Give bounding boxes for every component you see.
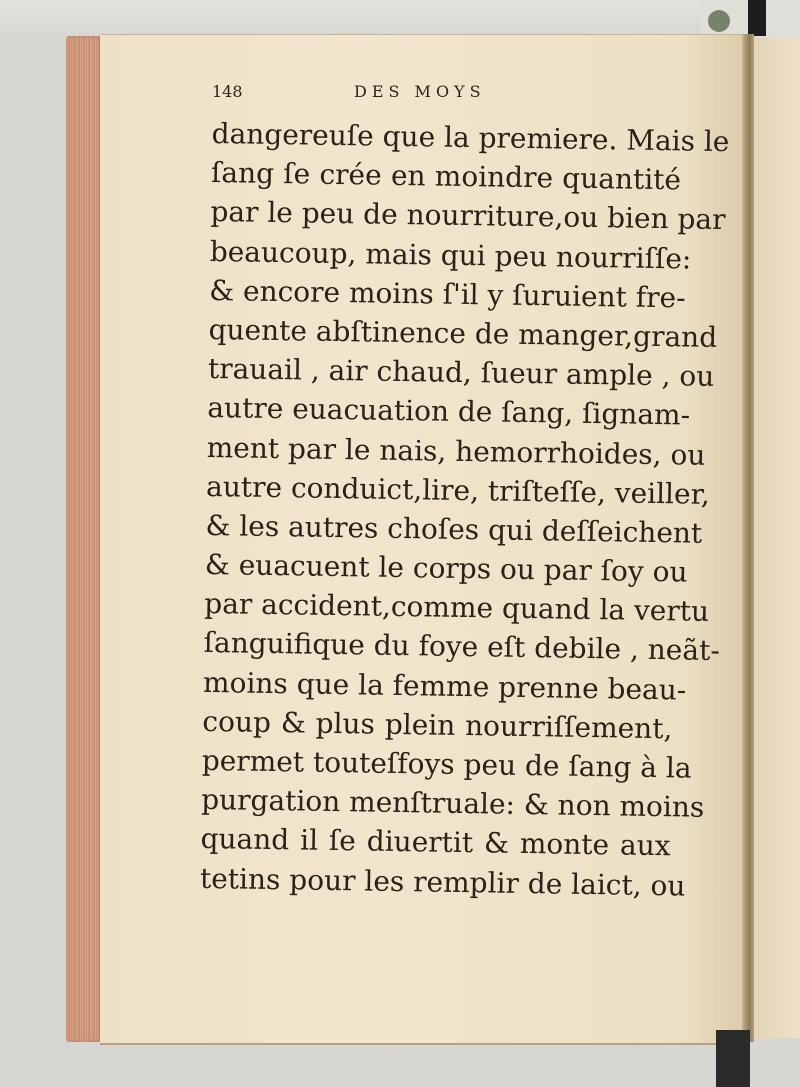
book xyxy=(66,34,800,1044)
text-line: permet touteſfoys peu de ſang à la xyxy=(201,743,692,785)
text-line: tetins pour les remplir de laict, ou xyxy=(199,861,686,903)
body-text xyxy=(199,114,730,905)
text-line: coup & plus plein nourriſſement, xyxy=(202,704,673,746)
text-line: dangereuſe que la premiere. Mais le xyxy=(211,116,730,159)
text-line: purgation menſtruale: & non moins xyxy=(200,783,705,825)
scan-border-bottom xyxy=(716,1030,750,1087)
text-line: autre conduict,lire, triſteſſe, veiller, xyxy=(205,469,711,511)
scan-background-top xyxy=(0,0,800,34)
page-header xyxy=(212,82,752,106)
page-number: 148 xyxy=(212,82,243,101)
text-line: par accident,comme quand la vertu xyxy=(204,587,710,629)
text-line: quand il ſe diuertit & monte aux xyxy=(200,822,671,863)
book-gutter xyxy=(742,34,754,1042)
text-line: par le peu de nourriture,ou bien par xyxy=(210,195,726,237)
text-line: moins que la femme prenne beau- xyxy=(202,665,687,707)
page-clip-icon xyxy=(708,10,730,32)
text-line: ſanguifique du foye eſt debile , neãt- xyxy=(203,626,721,668)
page-fore-edge xyxy=(66,36,102,1042)
running-title: DES MOYS xyxy=(354,82,486,101)
text-line: & les autres choſes qui deſſeichent xyxy=(205,508,703,550)
scan-border xyxy=(748,0,766,36)
text-line: ment par le nais, hemorrhoides, ou xyxy=(206,430,706,472)
facing-page xyxy=(754,38,800,1038)
text-line: quente abſtinence de manger,grand xyxy=(208,312,718,354)
text-line: beaucoup, mais qui peu nourriſſe: xyxy=(209,234,692,276)
text-line: autre euacuation de ſang, ſignam- xyxy=(207,391,691,432)
text-line: & euacuent le corps ou par ſoy ou xyxy=(204,548,688,589)
text-line: & encore moins ſ'il y ſuruient fre- xyxy=(208,273,686,315)
text-line: ſang ſe crée en moindre quantité xyxy=(210,156,682,197)
text-line: trauail , air chaud, ſueur ample , ou xyxy=(207,352,715,394)
